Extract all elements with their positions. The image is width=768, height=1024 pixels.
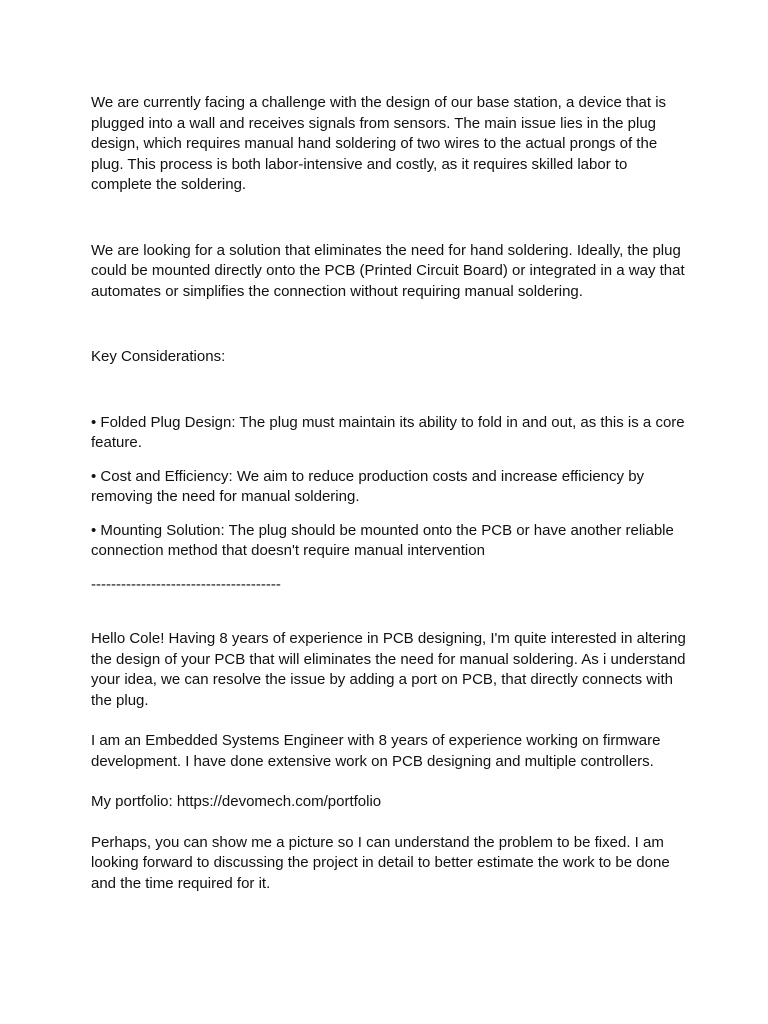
- reply-paragraph-1: Hello Cole! Having 8 years of experience in PCB designing, I'm quite interested in altering the design of your PCB that will eliminates the need for manual soldering. As i understand your idea, we can resolve the issue by adding a port on PCB, that directly connects with the plug.: [91, 630, 686, 709]
- request-paragraph-2: We are looking for a solution that eliminates the need for hand soldering. Ideally, the plug could be mounted directly onto the PCB (Printed Circuit Board) or integrated in a way that automates or simplifies the connection without requiring manual soldering.: [91, 241, 685, 300]
- document-page: [91, 93, 691, 894]
- considerations-heading: Key Considerations:: [91, 348, 226, 365]
- bullet-cost-efficiency: • Cost and Efficiency: We aim to reduce production costs and increase efficiency by removing the need for manual soldering.: [91, 467, 645, 505]
- reply-paragraph-3: Perhaps, you can show me a picture so I can understand the problem to be fixed. I am looking forward to discussing the project in detail to better estimate the work to be done and the time required for it.: [91, 833, 670, 892]
- request-paragraph-1: We are currently facing a challenge with the design of our base station, a device that is plugged into a wall and receives signals from sensors. The main issue lies in the plug design, which requires manual hand soldering of two wires to the actual prongs of the plug. This process is both labor-intensive and costly, as it requires skilled labor to complete the soldering.: [91, 94, 667, 193]
- bullet-folded-plug: • Folded Plug Design: The plug must maintain its ability to fold in and out, as this is a core feature.: [91, 413, 685, 451]
- bullet-mounting-solution: • Mounting Solution: The plug should be mounted onto the PCB or have another reliable connection method that doesn't require manual intervention: [91, 521, 674, 559]
- reply-paragraph-2: I am an Embedded Systems Engineer with 8 years of experience working on firmware development. I have done extensive work on PCB designing and multiple controllers.: [91, 732, 661, 770]
- section-divider: --------------------------------------: [91, 575, 281, 593]
- portfolio-line: My portfolio: https://devomech.com/portfolio: [91, 793, 382, 810]
